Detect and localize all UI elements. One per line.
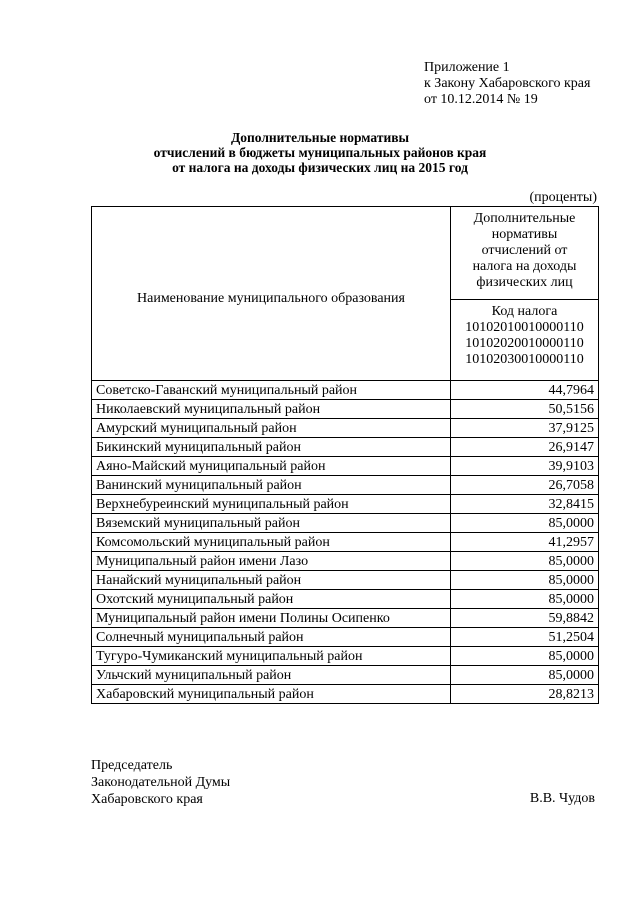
district-name: Муниципальный район имени Лазо	[92, 552, 451, 571]
district-name: Ванинский муниципальный район	[92, 476, 451, 495]
district-name: Нанайский муниципальный район	[92, 571, 451, 590]
header-name-label: Наименование муниципального образования	[137, 291, 405, 306]
signatory-title	[91, 757, 230, 808]
table-row	[92, 628, 599, 647]
district-name: Амурский муниципальный район	[92, 419, 451, 438]
table-row	[92, 590, 599, 609]
header-value-line: нормативы	[491, 227, 558, 242]
norm-value: 28,8213	[451, 685, 599, 704]
appendix-line-1: Приложение 1	[424, 60, 510, 75]
norm-value: 37,9125	[451, 419, 599, 438]
norm-value: 85,0000	[451, 552, 599, 571]
header-value-line: налога на доходы	[472, 259, 577, 274]
appendix-line-2: к Закону Хабаровского края	[424, 76, 591, 91]
header-value-line: отчислений от	[481, 243, 568, 258]
tax-code: 10102010010000110	[465, 320, 584, 335]
table-row	[92, 438, 599, 457]
signatory-line-1: Председатель	[91, 758, 173, 773]
norm-value: 85,0000	[451, 571, 599, 590]
units-note: (проценты)	[529, 190, 597, 205]
code-label: Код налога	[491, 304, 558, 319]
norm-value: 44,7964	[451, 381, 599, 400]
signatory-line-3: Хабаровского края	[91, 792, 203, 807]
table-row	[92, 552, 599, 571]
tax-code: 10102020010000110	[465, 336, 584, 351]
header-value-line: Дополнительные	[473, 211, 576, 226]
district-name: Ульчский муниципальный район	[92, 666, 451, 685]
norm-value: 85,0000	[451, 666, 599, 685]
document-title	[0, 130, 640, 175]
title-line-3: от налога на доходы физических лиц на 2015 год	[172, 160, 468, 175]
title-line-2: отчислений в бюджеты муниципальных районов края	[153, 145, 487, 160]
table-row	[92, 666, 599, 685]
district-name: Бикинский муниципальный район	[92, 438, 451, 457]
norm-value: 50,5156	[451, 400, 599, 419]
district-name: Николаевский муниципальный район	[92, 400, 451, 419]
district-name: Аяно-Майский муниципальный район	[92, 457, 451, 476]
norm-value: 41,2957	[451, 533, 599, 552]
district-name: Советско-Гаванский муниципальный район	[92, 381, 451, 400]
district-name: Комсомольский муниципальный район	[92, 533, 451, 552]
appendix-reference	[424, 60, 590, 108]
table-row	[92, 495, 599, 514]
table-row	[92, 381, 599, 400]
district-name: Солнечный муниципальный район	[92, 628, 451, 647]
table-row	[92, 609, 599, 628]
norms-table	[91, 206, 599, 704]
table-row	[92, 419, 599, 438]
title-line-1: Дополнительные нормативы	[230, 130, 410, 145]
district-name: Вяземский муниципальный район	[92, 514, 451, 533]
norm-value: 32,8415	[451, 495, 599, 514]
table-row	[92, 514, 599, 533]
norm-value: 85,0000	[451, 590, 599, 609]
norm-value: 26,7058	[451, 476, 599, 495]
norm-value: 26,9147	[451, 438, 599, 457]
header-code-cell	[451, 300, 599, 381]
table-row	[92, 533, 599, 552]
district-name: Верхнебуреинский муниципальный район	[92, 495, 451, 514]
norm-value: 85,0000	[451, 647, 599, 666]
district-name: Хабаровский муниципальный район	[92, 685, 451, 704]
norm-value: 51,2504	[451, 628, 599, 647]
table-row	[92, 685, 599, 704]
tax-code: 10102030010000110	[465, 352, 584, 367]
signatory-line-2: Законодательной Думы	[91, 775, 231, 790]
norm-value: 59,8842	[451, 609, 599, 628]
header-value-cell	[451, 207, 599, 300]
table-row	[92, 647, 599, 666]
norm-value: 39,9103	[451, 457, 599, 476]
district-name: Тугуро-Чумиканский муниципальный район	[92, 647, 451, 666]
table-row	[92, 400, 599, 419]
table-row	[92, 476, 599, 495]
table-row	[92, 457, 599, 476]
table-row	[92, 571, 599, 590]
district-name: Муниципальный район имени Полины Осипенко	[92, 609, 451, 628]
signatory-name: В.В. Чудов	[529, 791, 595, 806]
district-name: Охотский муниципальный район	[92, 590, 451, 609]
appendix-line-3: от 10.12.2014 № 19	[424, 92, 538, 107]
header-value-line: физических лиц	[476, 275, 573, 290]
norm-value: 85,0000	[451, 514, 599, 533]
header-name-cell	[92, 207, 451, 381]
